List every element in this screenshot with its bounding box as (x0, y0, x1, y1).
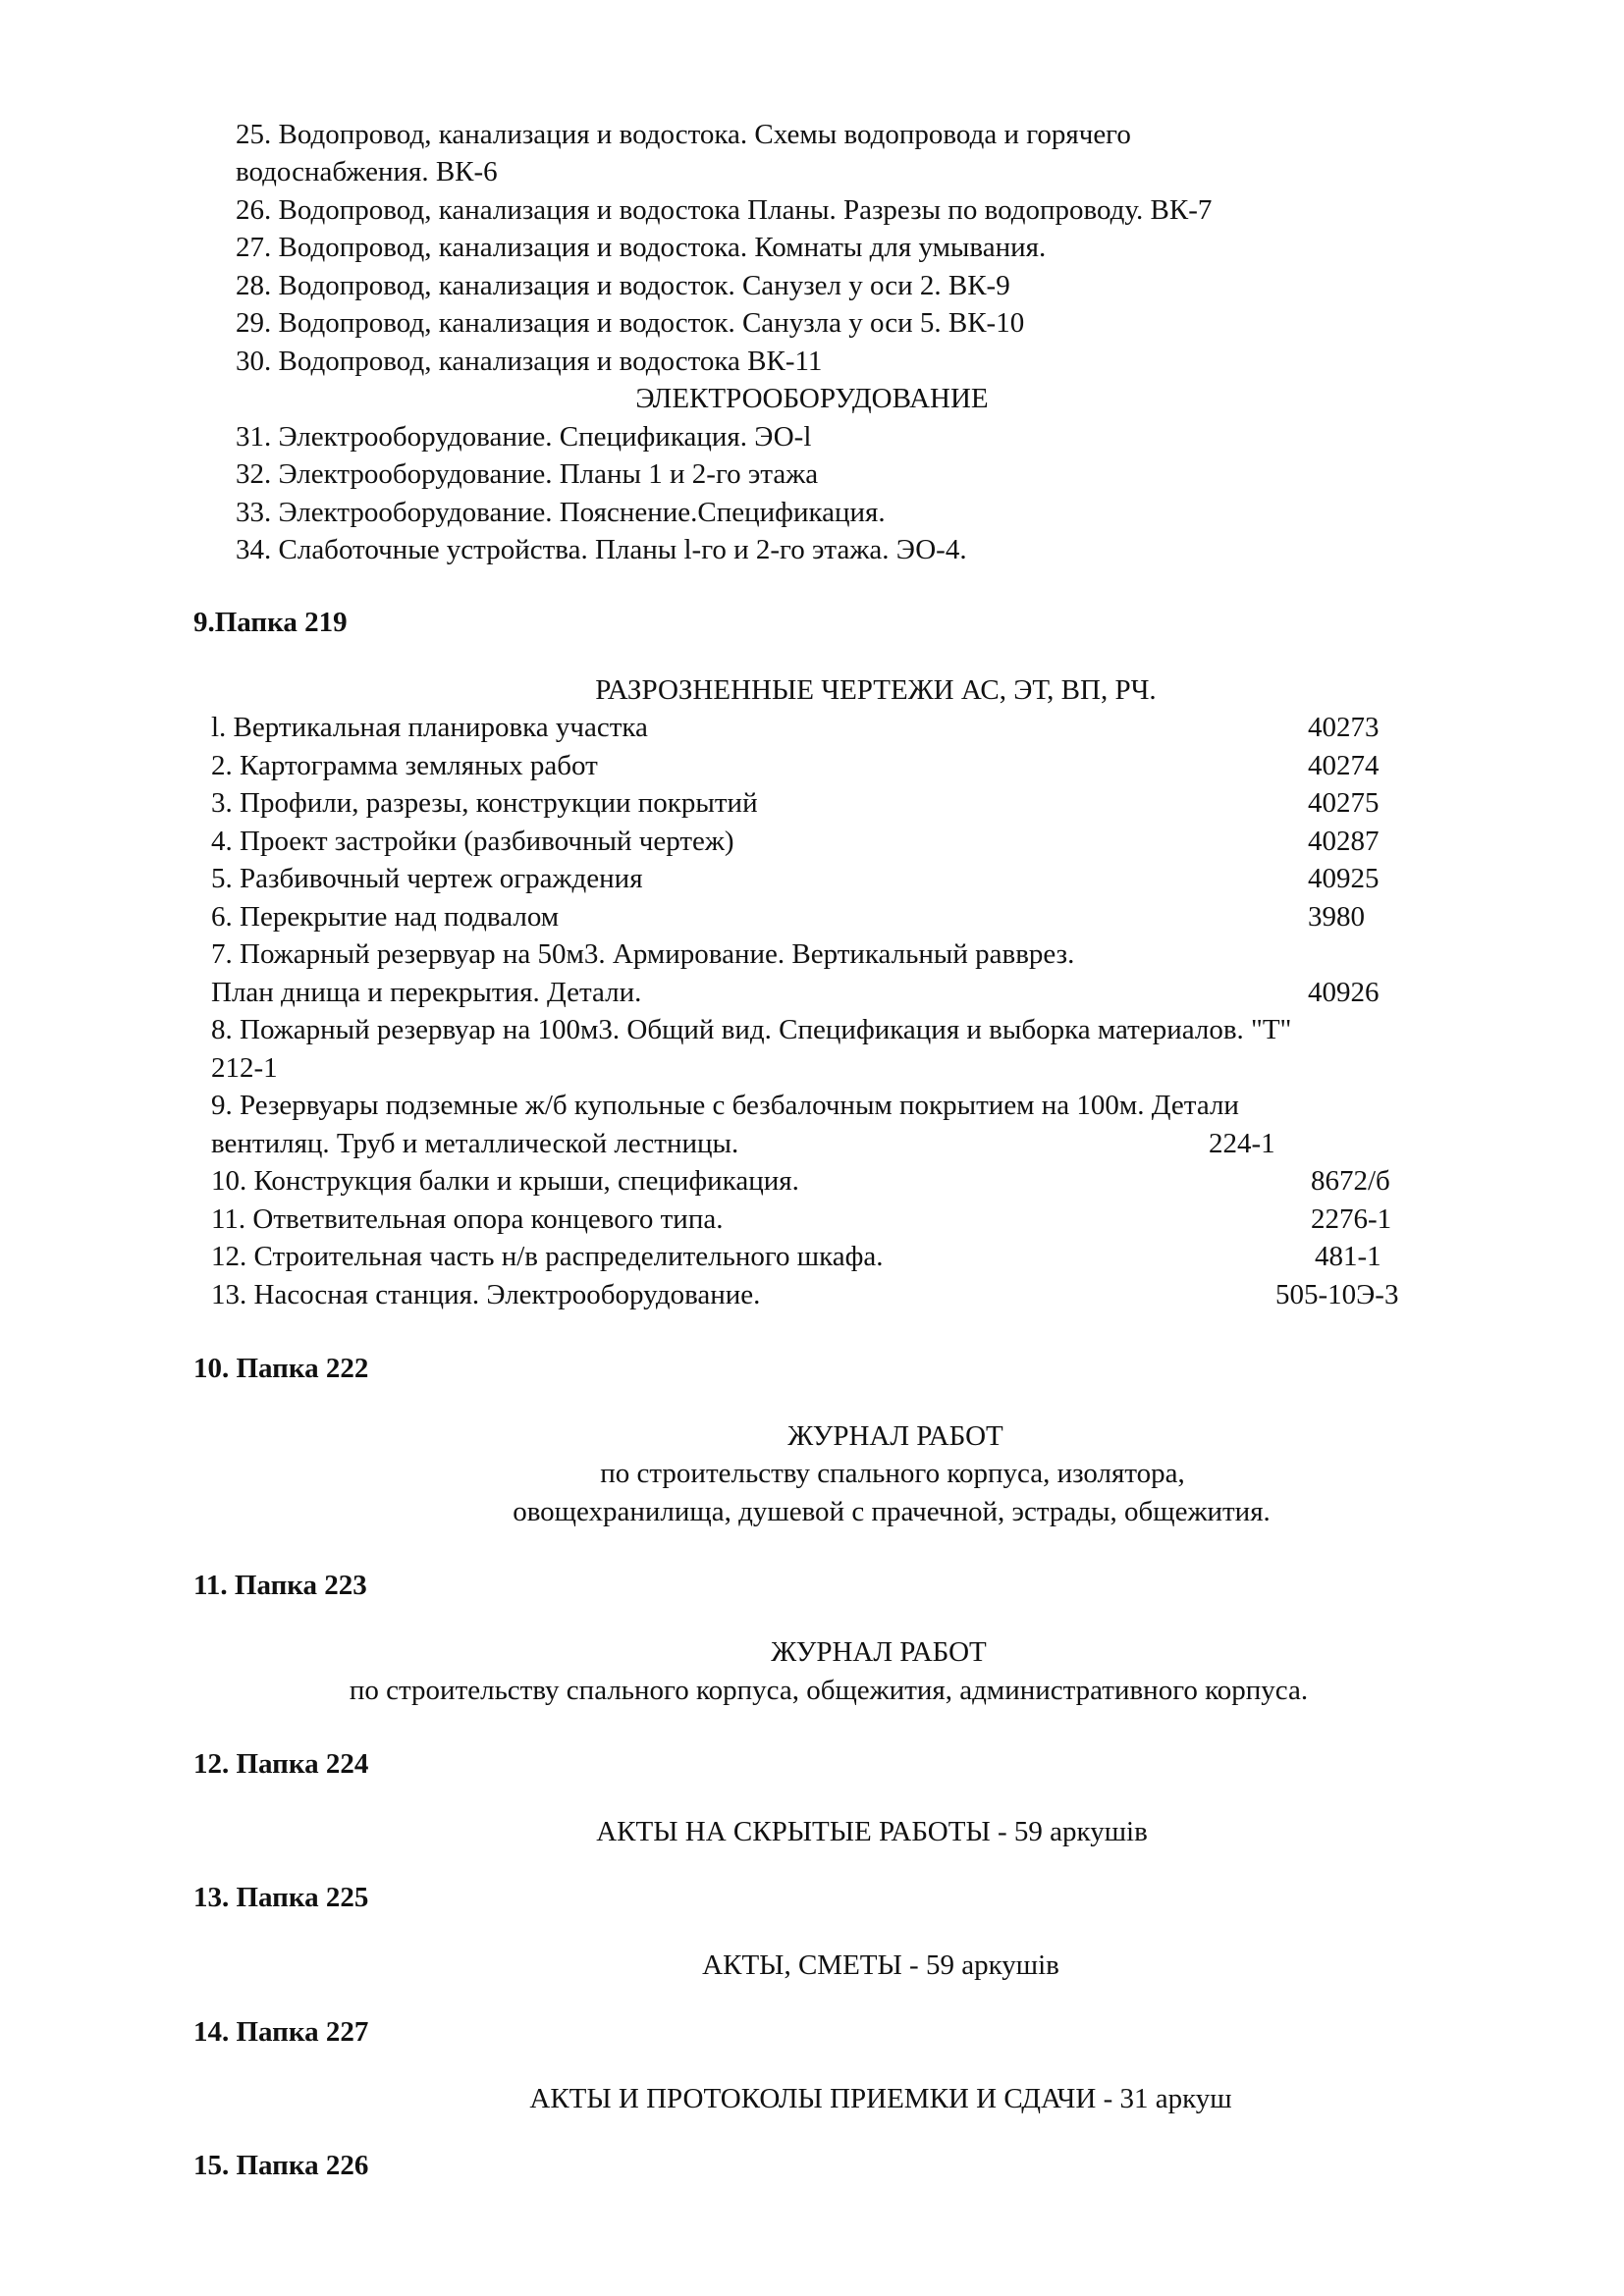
folder-heading: 9.Папка 219 (193, 607, 348, 638)
list-item: 3. Профили, разрезы, конструкции покрытий (211, 787, 758, 819)
list-item: 4. Проект застройки (разбивочный чертеж) (211, 826, 734, 857)
item-code: 505-10Э-3 (1275, 1279, 1399, 1310)
list-item: 31. Электрооборудование. Спецификация. ЭО-l (236, 421, 812, 453)
item-code: 40926 (1308, 977, 1380, 1008)
list-item: 10. Конструкция балки и крыши, спецификация. (211, 1165, 799, 1197)
list-item: 27. Водопровод, канализация и водостока. Комнаты для умывания. (236, 232, 1047, 263)
item-code: 2276-1 (1311, 1203, 1392, 1235)
section-subtitle: по строительству спального корпуса, общежития, административного корпуса. (349, 1675, 1309, 1706)
list-item: 29. Водопровод, канализация и водосток. Санузла у оси 5. ВК-10 (236, 307, 1025, 339)
folder-heading: 10. Папка 222 (193, 1353, 369, 1384)
list-item: 2. Картограмма земляных работ (211, 750, 598, 781)
list-item: 8. Пожарный резервуар на 100м3. Общий вид. Спецификация и выборка материалов. "Т" (211, 1014, 1292, 1045)
list-item: 13. Насосная станция. Электрооборудование. (211, 1279, 761, 1310)
list-item: План днища и перекрытия. Детали. (211, 977, 642, 1008)
item-code: 8672/б (1311, 1165, 1390, 1197)
item-code: 481-1 (1315, 1241, 1381, 1272)
item-code: 40287 (1308, 826, 1380, 857)
list-item: 28. Водопровод, канализация и водосток. Санузел у оси 2. ВК-9 (236, 270, 1010, 301)
list-item: 26. Водопровод, канализация и водостока Планы. Разрезы по водопроводу. ВК-7 (236, 194, 1213, 226)
list-item: вентиляц. Труб и металлической лестницы. (211, 1128, 739, 1159)
section-subtitle: по строительству спального корпуса, изолятора, (600, 1458, 1185, 1489)
item-code: 224-1 (1209, 1128, 1275, 1159)
list-item: 5. Разбивочный чертеж ограждения (211, 863, 643, 894)
list-item: 25. Водопровод, канализация и водостока. Схемы водопровода и горячего (236, 119, 1131, 150)
folder-heading: 13. Папка 225 (193, 1882, 369, 1913)
list-item: 212-1 (211, 1052, 278, 1084)
section-title: ЖУРНАЛ РАБОТ (787, 1420, 1003, 1452)
section-title: ЭЛЕКТРООБОРУДОВАНИЕ (635, 383, 989, 414)
folder-heading: 15. Папка 226 (193, 2150, 369, 2181)
section-title: АКТЫ И ПРОТОКОЛЫ ПРИЕМКИ И СДАЧИ - 31 аркуш (529, 2083, 1232, 2114)
item-code: 3980 (1308, 901, 1365, 933)
list-item: 32. Электрооборудование. Планы 1 и 2-го этажа (236, 458, 819, 490)
folder-heading: 12. Папка 224 (193, 1748, 369, 1780)
list-item: 6. Перекрытие над подвалом (211, 901, 560, 933)
list-item: 9. Резервуары подземные ж/б купольные с безбалочным покрытием на 100м. Детали (211, 1090, 1239, 1121)
list-item: 7. Пожарный резервуар на 50м3. Армирование. Вертикальный равврез. (211, 938, 1075, 970)
list-item: 33. Электрооборудование. Пояснение.Спецификация. (236, 497, 886, 528)
section-title: ЖУРНАЛ РАБОТ (771, 1636, 987, 1668)
item-code: 40275 (1308, 787, 1380, 819)
item-code: 40274 (1308, 750, 1380, 781)
list-item: 34. Слаботочные устройства. Планы l-го и 2-го этажа. ЭО-4. (236, 534, 967, 565)
section-title: АКТЫ НА СКРЫТЫЕ РАБОТЫ - 59 аркушів (596, 1816, 1148, 1847)
item-code: 40273 (1308, 712, 1380, 743)
list-item: водоснабжения. ВК-6 (236, 156, 498, 187)
list-item: 30. Водопровод, канализация и водостока ВК-11 (236, 346, 823, 377)
list-item: 11. Ответвительная опора концевого типа. (211, 1203, 724, 1235)
list-item: l. Вертикальная планировка участка (211, 712, 648, 743)
item-code: 40925 (1308, 863, 1380, 894)
section-title: РАЗРОЗНЕННЫЕ ЧЕРТЕЖИ АС, ЭТ, ВП, РЧ. (595, 674, 1157, 706)
folder-heading: 11. Папка 223 (193, 1570, 367, 1601)
section-title: АКТЫ, СМЕТЫ - 59 аркушів (702, 1949, 1059, 1981)
folder-heading: 14. Папка 227 (193, 2016, 369, 2048)
list-item: 12. Строительная часть н/в распределительного шкафа. (211, 1241, 884, 1272)
section-subtitle: овощехранилища, душевой с прачечной, эстрады, общежития. (513, 1496, 1271, 1527)
